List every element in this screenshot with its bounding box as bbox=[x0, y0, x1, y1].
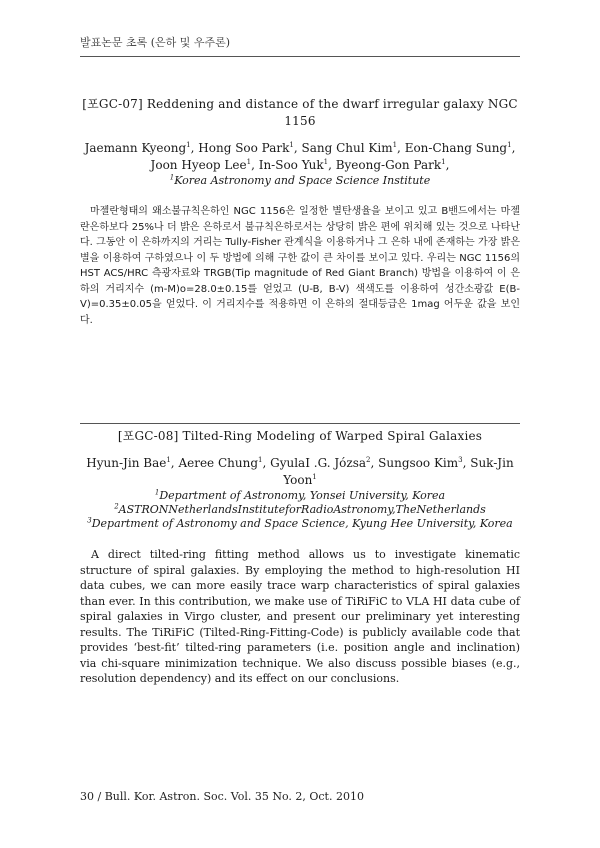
affiliation-list bbox=[80, 174, 520, 188]
author: Suk-Jin Yoon$^1$ bbox=[283, 456, 514, 487]
affiliation: $^1$Department of Astronomy, Yonsei University, Korea bbox=[154, 488, 446, 502]
affiliation: $^3$Department of Astronomy and Space Science, Kyung Hee University, Korea bbox=[87, 516, 513, 530]
author: GyulaI .G. Józsa$^2$ bbox=[270, 456, 371, 470]
author-list bbox=[80, 140, 520, 174]
author: Joon Hyeop Lee$^1$ bbox=[150, 158, 252, 172]
abstract-body: 마젤란형태의 왜소불규칙은하인 NGC 1156은 일정한 별탄생율을 보이고 있고 B밴드에서는 마젤란은하보다 25%나 더 밝은 은하로서 불규칙은하로서는 상당히 밝은 편에 위치해 있는 것으로 나타난다. 그동안 이 은하까지의 거리는 Tully-Fisher 관계식을 이용하거나 그 은하 내에 존재하는 가장 밝은 별을 이용하여 구하였으나 이 두 방법에 의해 구한 값이 큰 차이를 보이고 있다. 우리는 NGC 1156의 HST ACS/HRC 측광자료와 TRGB(Tip magnitude of Red Giant Branch) 방법을 이용하여 이 은하의 거리지수 (m-M)o=28.0±0.15를 얻었고 (U-B, B-V) 색색도를 이용하여 성간소광값 E(B-V)=0.35±0.05을 얻었다. 이 거리지수를 적용하면 이 은하의 절대등급은 1mag 어두운 값을 보인다. bbox=[80, 206, 520, 326]
abstract-gc08 bbox=[80, 428, 520, 687]
author: Hong Soo Park$^1$ bbox=[198, 141, 294, 155]
author: Sungsoo Kim$^3$ bbox=[378, 456, 463, 470]
author: In-Soo Yuk$^1$ bbox=[258, 158, 329, 172]
author-list bbox=[80, 455, 520, 489]
author: Sang Chul Kim$^1$ bbox=[301, 141, 398, 155]
author: Aeree Chung$^1$ bbox=[178, 456, 263, 470]
abstract-gc07 bbox=[80, 96, 520, 328]
author: Byeong-Gon Park$^1$ bbox=[335, 158, 446, 172]
section-rule bbox=[80, 423, 520, 424]
author: Eon-Chang Sung$^1$ bbox=[404, 141, 512, 155]
author-line: Joon Hyeop Lee$^1$, In-Soo Yuk$^1$, Byeong-Gon Park$^1$, bbox=[150, 158, 450, 172]
page-footer: 30 / Bull. Kor. Astron. Soc. Vol. 35 No. 2, Oct. 2010 bbox=[80, 790, 364, 803]
affiliation: $^2$ASTRONNetherlandsInstituteforRadioAstronomy,TheNetherlands bbox=[114, 502, 486, 516]
header-rule bbox=[80, 56, 520, 57]
author-line: Jaemann Kyeong$^1$, Hong Soo Park$^1$, Sang Chul Kim$^1$, Eon-Chang Sung$^1$, bbox=[84, 141, 516, 155]
author: Hyun-Jin Bae$^1$ bbox=[86, 456, 171, 470]
author: Jaemann Kyeong$^1$ bbox=[84, 141, 191, 155]
running-header: 발표논문 초록 (은하 및 우주론) bbox=[80, 36, 231, 49]
affiliation: $^1$Korea Astronomy and Space Science Institute bbox=[169, 173, 431, 187]
abstract-title: [포GC-08] Tilted-Ring Modeling of Warped Spiral Galaxies bbox=[117, 429, 483, 443]
author-line: Hyun-Jin Bae$^1$, Aeree Chung$^1$, GyulaI .G. Józsa$^2$, Sungsoo Kim$^3$, Suk-Jin Yoon$^1$ bbox=[86, 456, 514, 487]
affiliation-list bbox=[80, 489, 520, 531]
abstract-body: A direct tilted-ring fitting method allows us to investigate kinematic structure of spiral galaxies. By employing the method to high-resolution HI data cubes, we can more easily trace warp characteristics of spiral galaxies than ever. In this contribution, we make use of TiRiFiC to VLA HI data cube of spiral galaxies in Virgo cluster, and present our preliminary yet interesting results. The TiRiFiC (Tilted-Ring-Fitting-Code) is publicly available code that provides ‘best-fit’ tilted-ring parameters (i.e. position angle and inclination) via chi-square minimization technique. We also discuss possible biases (e.g., resolution dependency) and its effect on our conclusions. bbox=[80, 548, 520, 685]
abstract-title: [포GC-07] Reddening and distance of the dwarf irregular galaxy NGC 1156 bbox=[82, 97, 518, 128]
